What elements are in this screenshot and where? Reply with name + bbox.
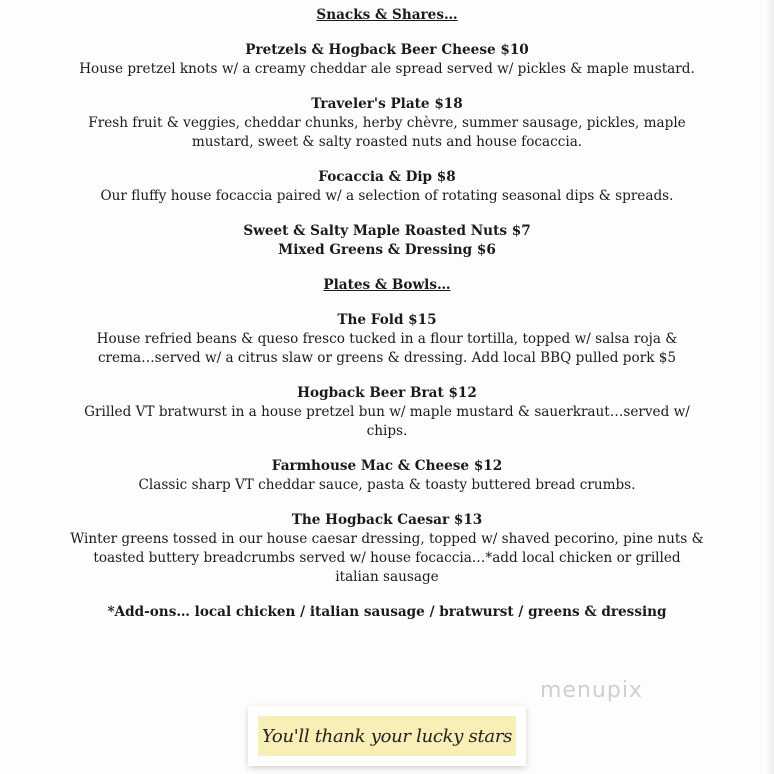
page-edge-shadow <box>766 0 774 774</box>
item-description: House pretzel knots w/ a creamy cheddar ale spread served w/ pickles & maple mustard. <box>79 61 695 77</box>
menupix-watermark: menupix <box>540 678 643 703</box>
section-title-plates: Plates & Bowls… <box>323 277 451 293</box>
item-name: Traveler's Plate $18 <box>311 96 463 112</box>
item-name: Farmhouse Mac & Cheese $12 <box>271 458 503 474</box>
item-name: Pretzels & Hogback Beer Cheese $10 <box>245 42 529 58</box>
item-name: Sweet & Salty Maple Roasted Nuts $7 <box>243 223 531 239</box>
item-description: Winter greens tossed in our house caesar dressing, topped w/ shaved pecorino, pine nuts & toasted buttery breadcrumbs served w/ house focaccia…*add local chicken or grilled italian sausage <box>70 531 704 585</box>
menu-item <box>70 384 704 441</box>
item-description: House refried beans & queso fresco tucked in a flour tortilla, topped w/ salsa roja & crema…served w/ a citrus slaw or greens & dressing. Add local BBQ pulled pork $5 <box>96 331 678 366</box>
tagline-text: You'll thank your lucky stars <box>261 725 513 747</box>
item-description: Fresh fruit & veggies, cheddar chunks, herby chèvre, summer sausage, pickles, maple mustard, sweet & salty roasted nuts and house focaccia. <box>88 115 686 150</box>
menu-item <box>70 511 704 587</box>
section-title-snacks: Snacks & Shares… <box>316 7 458 23</box>
item-name: The Fold $15 <box>337 312 437 328</box>
item-description: Grilled VT bratwurst in a house pretzel bun w/ maple mustard & sauerkraut…served w/ chips. <box>84 404 690 439</box>
item-description: Our fluffy house focaccia paired w/ a selection of rotating seasonal dips & spreads. <box>100 188 674 204</box>
menu-item <box>70 95 704 152</box>
add-ons-note: *Add-ons… local chicken / italian sausage / bratwurst / greens & dressing <box>107 604 667 620</box>
tagline-highlight <box>258 716 516 756</box>
menu-content <box>70 6 704 622</box>
tagline-card <box>248 706 526 766</box>
item-description: Classic sharp VT cheddar sauce, pasta & toasty buttered bread crumbs. <box>138 477 636 493</box>
menu-item <box>70 168 704 206</box>
item-name: The Hogback Caesar $13 <box>291 512 483 528</box>
menu-item <box>70 311 704 368</box>
item-name: Hogback Beer Brat $12 <box>297 385 477 401</box>
item-name: Focaccia & Dip $8 <box>318 169 456 185</box>
side-items <box>70 222 704 260</box>
menu-item <box>70 457 704 495</box>
menu-item <box>70 41 704 79</box>
item-name: Mixed Greens & Dressing $6 <box>278 242 496 258</box>
